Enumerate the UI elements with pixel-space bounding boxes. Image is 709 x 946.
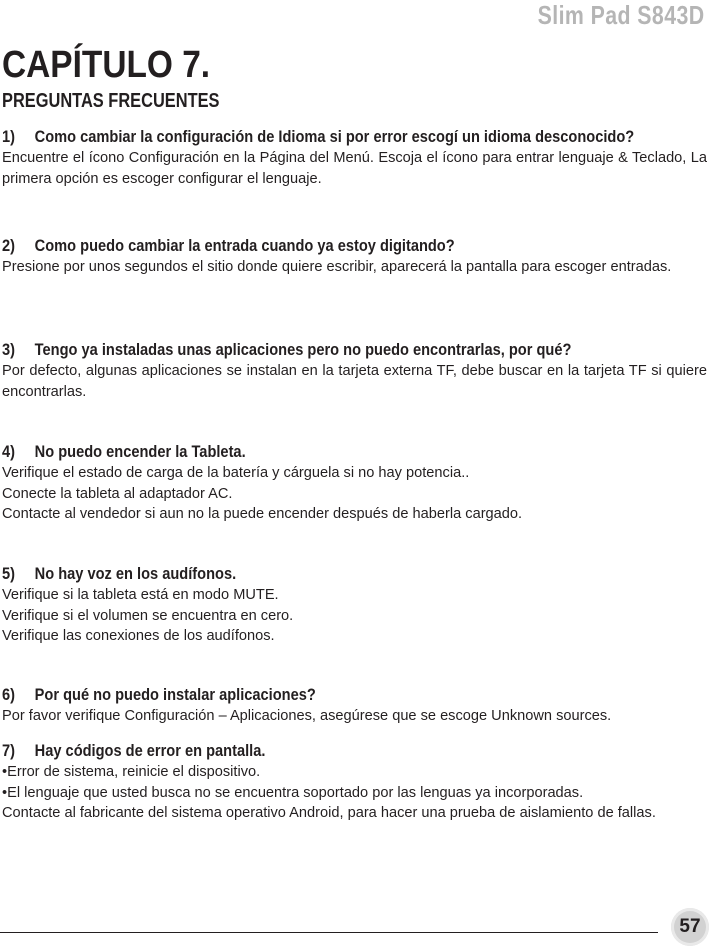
faq-number: 3) (2, 340, 16, 359)
faq-item-4 (2, 441, 707, 525)
faq-answer (2, 463, 707, 525)
faq-question (2, 126, 635, 148)
faq-number: 7) (2, 741, 16, 760)
faq-answer (2, 148, 707, 189)
faq-item-7 (2, 740, 707, 824)
faq-question (2, 684, 608, 706)
faq-number: 4) (2, 442, 16, 461)
faq-answer-line: Por favor verifique Configuración – Aplicaciones, asegúrese que se escoge Unknown sources. (2, 708, 612, 724)
faq-answer-line: Contacte al fabricante del sistema operativo Android, para hacer una prueba de aislamiento de fallas. (2, 805, 656, 821)
faq-answer-line: Presione por unos segundos el sitio donde quiere escribir, aparecerá la pantalla para escoger entradas. (2, 259, 672, 275)
faq-question (2, 339, 608, 361)
faq-question-text: No hay voz en los audífonos. (34, 564, 237, 583)
faq-answer-line: Verifique si el volumen se encuentra en cero. (2, 607, 294, 624)
faq-question (2, 235, 608, 257)
faq-question-text: Tengo ya instaladas unas aplicaciones pero no puedo encontrarlas, por qué? (34, 340, 572, 359)
faq-answer-line: Por defecto, algunas aplicaciones se instalan en la tarjeta externa TF, debe buscar en la tarjeta TF si quiere encontrarlas. (2, 363, 707, 400)
faq-answer-line: Verifique las conexiones de los audífonos. (2, 628, 275, 644)
faq-item-6 (2, 684, 707, 727)
faq-question-text: Por qué no puedo instalar aplicaciones? (34, 685, 316, 704)
faq-answer (2, 762, 707, 824)
faq-item-3 (2, 339, 707, 402)
faq-number: 1) (2, 127, 16, 146)
page-number: 57 (679, 916, 701, 937)
faq-question-text: Hay códigos de error en pantalla. (34, 741, 266, 760)
faq-question-text: Como puedo cambiar la entrada cuando ya estoy digitando? (34, 236, 455, 255)
faq-answer-line: Verifique el estado de carga de la batería y cárguela si no hay potencia.. (2, 465, 470, 481)
faq-answer (2, 706, 707, 727)
faq-number: 2) (2, 236, 16, 255)
faq-answer-line: •El lenguaje que usted busca no se encuentra soportado por las lenguas ya incorporadas. (2, 784, 584, 801)
faq-number: 6) (2, 685, 16, 704)
faq-answer (2, 257, 707, 278)
faq-answer-line: Conecte la tableta al adaptador AC. (2, 485, 233, 502)
chapter-title: CAPÍTULO 7. (2, 44, 211, 86)
faq-question (2, 740, 608, 762)
faq-answer (2, 585, 707, 647)
faq-answer-line: •Error de sistema, reinicie el dispositivo. (2, 764, 261, 780)
faq-question-text: Como cambiar la configuración de Idioma si por error escogí un idioma desconocido? (34, 127, 635, 146)
faq-item-5 (2, 563, 707, 647)
faq-answer (2, 361, 707, 402)
faq-item-2 (2, 235, 707, 278)
faq-answer-line: Encuentre el ícono Configuración en la Página del Menú. Escoja el ícono para entrar lenguaje & Teclado, La primera opción es escoger configurar el lenguaje. (2, 150, 707, 187)
faq-item-1 (2, 126, 707, 189)
faq-answer-line: Contacte al vendedor si aun no la puede encender después de haberla cargado. (2, 506, 523, 522)
faq-answer-line: Verifique si la tableta está en modo MUTE. (2, 587, 279, 603)
faq-question (2, 563, 608, 585)
page-number-badge (671, 908, 709, 946)
brand-title: Slim Pad S843D (538, 0, 705, 30)
section-title: PREGUNTAS FRECUENTES (2, 90, 220, 112)
faq-number: 5) (2, 564, 16, 583)
faq-question-text: No puedo encender la Tableta. (34, 442, 246, 461)
faq-question (2, 441, 608, 463)
footer-divider (0, 932, 658, 933)
